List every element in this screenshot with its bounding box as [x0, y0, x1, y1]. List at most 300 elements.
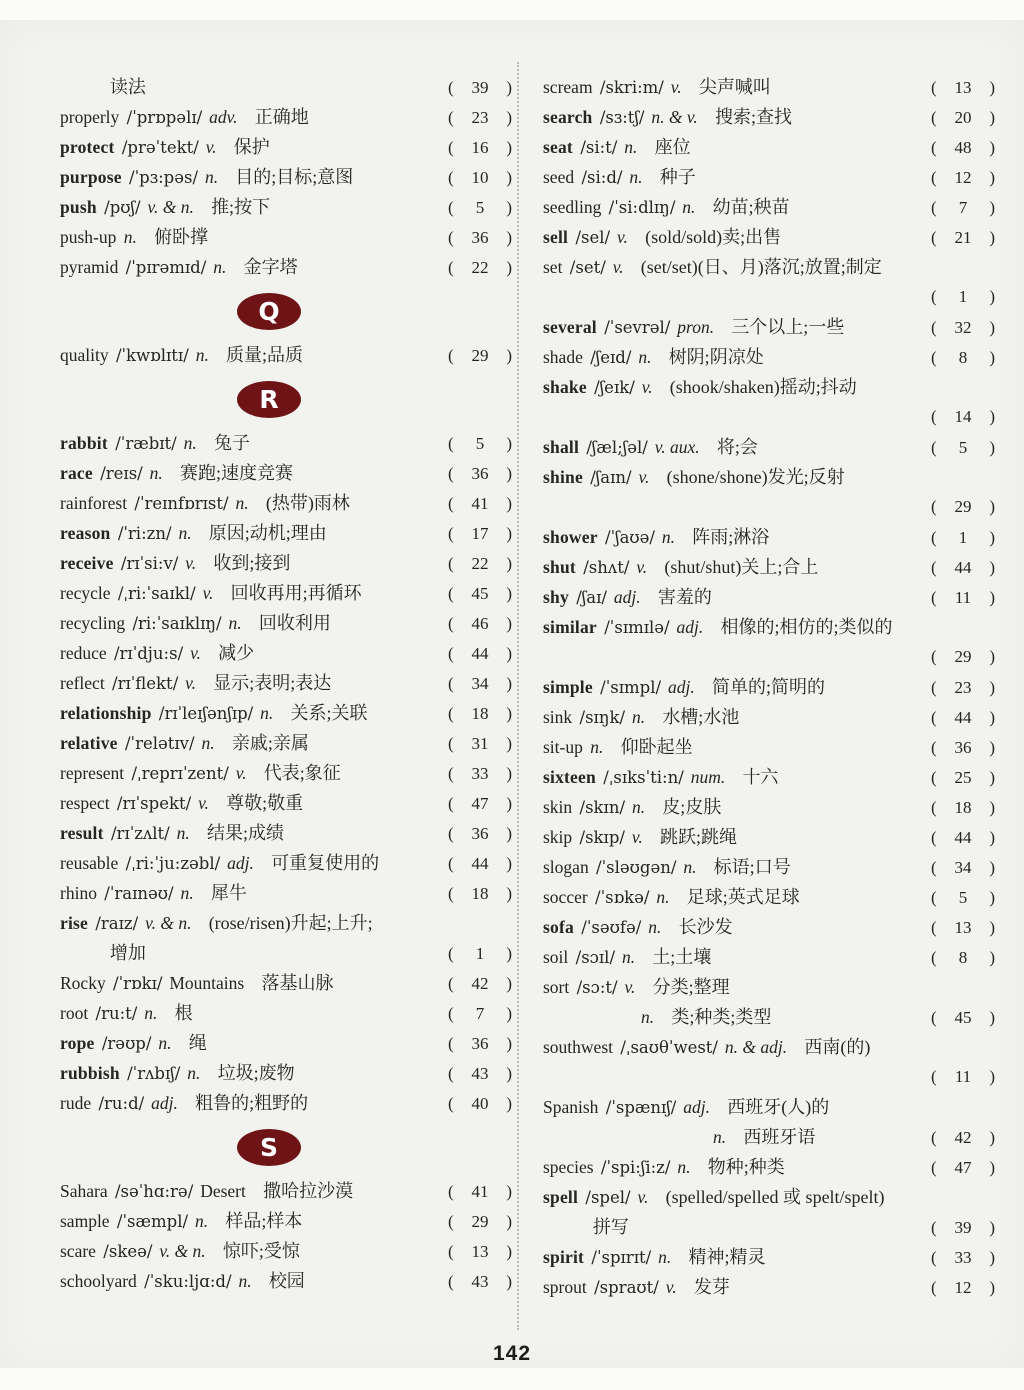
entry-pos: n.	[631, 707, 646, 727]
entry-content	[543, 372, 995, 403]
page-ref	[931, 913, 995, 943]
entry-definition: 亲戚;亲属	[231, 733, 309, 753]
entry-line	[543, 1152, 995, 1182]
entry-definition: 物种;种类	[707, 1157, 785, 1177]
entry-line	[543, 162, 995, 192]
entry-definition: 校园	[268, 1271, 305, 1291]
entry-content	[60, 578, 442, 609]
page-ref	[931, 103, 995, 133]
page-ref	[448, 253, 512, 283]
entry-word: rubbish	[60, 1063, 120, 1083]
entry-line	[60, 818, 512, 848]
entry-pos: n.	[682, 197, 696, 217]
page-ref	[448, 489, 512, 519]
entry-definition: 跳跃;跳绳	[659, 827, 737, 847]
entry-line	[60, 162, 512, 192]
entry-pos: adj.	[151, 1093, 178, 1113]
entry-phonetic: /ˈʃaʊə/	[605, 528, 655, 547]
entry-phonetic: /shʌt/	[583, 558, 630, 577]
entry-content	[543, 822, 925, 853]
page-ref-number: ( 18	[471, 704, 489, 723]
section-badge-row	[60, 1118, 512, 1176]
entry-word: Spanish	[543, 1097, 599, 1117]
page-ref	[931, 673, 995, 703]
entry-pos: n.	[195, 345, 209, 365]
page-ref	[448, 103, 512, 133]
page-ref-number: ( 21	[954, 228, 972, 247]
entry-line	[60, 1266, 512, 1296]
page-ref	[931, 553, 995, 583]
entry-pos: v. & n.	[147, 197, 194, 217]
entry-word: recycling	[60, 613, 126, 633]
page-ref-number: ( 22	[471, 554, 489, 573]
page-ref-number: ( 42	[954, 1128, 972, 1147]
entry-content	[60, 788, 442, 819]
entry-phonetic: /ˈsəʊfə/	[581, 918, 642, 937]
page-ref	[931, 282, 995, 312]
entry-content	[543, 162, 925, 193]
entry-pos: v.	[638, 467, 650, 487]
entry-phonetic: /ru:d/	[98, 1094, 145, 1113]
page-ref	[931, 523, 995, 553]
entry-content	[60, 998, 442, 1029]
entry-line	[60, 192, 512, 222]
entry-phonetic: /ˈrʌbɪʃ/	[127, 1064, 181, 1083]
entry-pos: v.	[670, 77, 682, 97]
entry-definition: 关系;关联	[290, 703, 368, 723]
entry-definition: 回收再用;再循环	[230, 583, 362, 603]
page-ref-number: ( 29	[471, 346, 489, 365]
entry-content	[60, 458, 442, 489]
entry-line	[543, 972, 995, 1002]
page-ref-number: ( 5	[475, 198, 485, 217]
entry-word: shower	[543, 527, 598, 547]
entry-pos: n.	[631, 797, 646, 817]
entry-content	[60, 548, 442, 579]
entry-definition: 长沙发	[678, 917, 733, 937]
page-ref	[448, 341, 512, 371]
page-ref	[931, 163, 995, 193]
entry-pos: n.	[638, 347, 652, 367]
page-ref-number: ( 29	[954, 647, 972, 666]
entry-pos: n.	[661, 527, 676, 547]
entry-phonetic: /sel/	[575, 228, 611, 247]
entry-pos: n.	[713, 1127, 727, 1147]
entry-word: soccer	[543, 887, 588, 907]
entry-content	[543, 1002, 925, 1032]
entry-word: quality	[60, 345, 109, 365]
entry-line	[543, 222, 995, 252]
entry-definition: 垃圾;废物	[217, 1063, 295, 1083]
entry-pos: v.	[641, 377, 653, 397]
entry-word: rhino	[60, 883, 97, 903]
entry-content	[60, 698, 442, 729]
entry-phonetic: /ˈspɪrɪt/	[591, 1248, 652, 1267]
entry-pos: n.	[158, 1033, 172, 1053]
entry-word: shine	[543, 467, 583, 487]
entry-phonetic: /set/	[569, 258, 606, 277]
page-ref-number: ( 22	[471, 258, 489, 277]
entry-word: shade	[543, 347, 583, 367]
page-ref-number: ( 5	[475, 434, 485, 453]
page-ref	[448, 429, 512, 459]
page-ref-number: ( 23	[471, 108, 489, 127]
entry-phonetic: /ˌri:ˈju:zəbl/	[125, 854, 221, 873]
column-divider	[517, 62, 519, 1330]
entry-line	[543, 882, 995, 912]
page-ref	[931, 223, 995, 253]
entry-line	[60, 848, 512, 878]
entry-line	[543, 1242, 995, 1272]
entry-word: reason	[60, 523, 111, 543]
entry-content	[60, 102, 442, 133]
page-ref-number: ( 44	[954, 708, 972, 727]
entry-phonetic: /ˈkwɒlɪtɪ/	[115, 346, 189, 365]
entry-pos: adj.	[227, 853, 254, 873]
entry-definition: 收到;接到	[213, 553, 291, 573]
entry-line	[543, 492, 995, 522]
entry-phonetic: /si:d/	[581, 168, 623, 187]
entry-definition: 西班牙语	[743, 1127, 816, 1147]
page-ref-number: ( 44	[954, 828, 972, 847]
entry-definition: 分类;整理	[652, 977, 730, 997]
right-column	[543, 72, 995, 1302]
entry-word: schoolyard	[60, 1271, 137, 1291]
entry-content	[543, 972, 995, 1003]
entry-word: slogan	[543, 857, 589, 877]
entry-definition: 水槽;水池	[662, 707, 740, 727]
entry-pos: n.	[683, 857, 697, 877]
entry-word: relationship	[60, 703, 152, 723]
entry-content	[60, 848, 442, 879]
entry-content	[543, 342, 925, 373]
entry-definition: 三个以上;一些	[731, 317, 845, 337]
entry-definition: 相像的;相仿的;类似的	[720, 617, 893, 637]
entry-content	[543, 942, 925, 973]
entry-word: rainforest	[60, 493, 128, 513]
entry-phonetic: /ʃeɪk/	[594, 378, 635, 397]
entry-phonetic: /ˌri:ˈsaɪkl/	[117, 584, 196, 603]
page-ref	[448, 609, 512, 639]
page-ref	[448, 519, 512, 549]
page-ref-number: ( 12	[954, 168, 972, 187]
page-ref-number: ( 5	[958, 888, 968, 907]
entry-pos: n.	[178, 523, 192, 543]
entry-phonetic: /ˈraɪnəʊ/	[104, 884, 174, 903]
entry-phonetic: /raɪz/	[95, 914, 139, 933]
entry-line	[60, 878, 512, 908]
entry-pos: n.	[228, 613, 242, 633]
entry-line	[543, 672, 995, 702]
entry-phonetic: /ˌsɪksˈti:n/	[603, 768, 684, 787]
entry-phonetic: /ˈsevrəl/	[604, 318, 671, 337]
entry-phonetic: /skɪn/	[579, 798, 626, 817]
entry-word: spirit	[543, 1247, 585, 1267]
entry-definition: (spelled/spelled 或 spelt/spelt)	[665, 1187, 885, 1207]
page-ref	[931, 1243, 995, 1273]
page-ref	[448, 969, 512, 999]
page-ref-number: ( 36	[471, 464, 489, 483]
entry-word: receive	[60, 553, 114, 573]
entry-phonetic: /skeə/	[103, 1242, 153, 1261]
entry-phonetic: /rɪˈzʌlt/	[111, 824, 170, 843]
entry-pos: n.	[123, 227, 137, 247]
entry-line	[60, 102, 512, 132]
entry-phonetic: /ˈsləʊgən/	[596, 858, 677, 877]
entry-word: similar	[543, 617, 597, 637]
entry-line	[60, 758, 512, 788]
entry-word: rope	[60, 1033, 95, 1053]
entry-pos: v.	[617, 227, 628, 247]
entry-line	[543, 102, 995, 132]
entry-word: scare	[60, 1241, 96, 1261]
page-ref	[931, 1213, 995, 1243]
page-ref-number: ( 39	[954, 1218, 972, 1237]
entry-word: root	[60, 1003, 89, 1023]
entry-phonetic: /ʃaɪ/	[576, 588, 607, 607]
entry-phonetic: /prəˈtekt/	[121, 138, 199, 157]
entry-word: search	[543, 107, 593, 127]
entry-content	[543, 582, 925, 613]
entry-pos: n.	[656, 887, 670, 907]
entry-pos: v.	[612, 257, 624, 277]
entry-line	[543, 372, 995, 402]
entry-line	[543, 552, 995, 582]
entry-phonetic: /rɪˈdju:s/	[113, 644, 184, 663]
page-ref	[448, 73, 512, 103]
entry-line	[60, 340, 512, 370]
entry-content	[543, 132, 925, 163]
entry-definition: 惊吓;受惊	[222, 1241, 300, 1261]
page-ref	[448, 879, 512, 909]
entry-line	[60, 1028, 512, 1058]
entry-phonetic: /ʃæl;ʃəl/	[586, 438, 648, 457]
entry-line	[543, 72, 995, 102]
entry-line	[60, 638, 512, 668]
entry-content	[543, 1032, 995, 1063]
page-ref	[448, 223, 512, 253]
entry-definition: 树阴;阴凉处	[668, 347, 764, 367]
entry-pos: n.	[658, 1247, 672, 1267]
entry-definition: 犀牛	[210, 883, 247, 903]
entry-content	[543, 912, 925, 943]
entry-line	[543, 852, 995, 882]
entry-phonetic: /ˈsku:ljɑ:d/	[144, 1272, 232, 1291]
entry-pos: n.	[260, 703, 274, 723]
entry-definition: 将;会	[716, 437, 758, 457]
entry-pos: v.	[665, 1277, 677, 1297]
entry-word: skin	[543, 797, 573, 817]
entry-word: purpose	[60, 167, 122, 187]
entry-content	[60, 340, 442, 371]
entry-content	[60, 1236, 442, 1267]
entry-content	[60, 908, 512, 939]
entry-definition: 粗鲁的;粗野的	[195, 1093, 309, 1113]
page-ref-number: ( 34	[471, 674, 489, 693]
entry-definition: 仰卧起坐	[620, 737, 693, 757]
entry-definition: 精神;精灵	[688, 1247, 766, 1267]
page-ref-number: ( 18	[471, 884, 489, 903]
entry-phonetic: /ˈsɒkə/	[595, 888, 650, 907]
entry-definition: 回收利用	[258, 613, 331, 633]
entry-word: Rocky	[60, 973, 106, 993]
entry-phonetic: /ˈreɪnfɒrɪst/	[134, 494, 229, 513]
entry-definition: (热带)雨林	[265, 493, 350, 513]
entry-definition: 绳	[188, 1033, 207, 1053]
entry-word: species	[543, 1157, 594, 1177]
page-ref-number: ( 7	[958, 198, 968, 217]
entry-line	[60, 578, 512, 608]
entry-line	[543, 612, 995, 642]
entry-word: push-up	[60, 227, 117, 247]
entry-content	[543, 222, 925, 253]
entry-line	[60, 518, 512, 548]
page-ref-number: ( 46	[471, 614, 489, 633]
page-ref-number: ( 42	[471, 974, 489, 993]
entry-line	[543, 522, 995, 552]
entry-word: rude	[60, 1093, 92, 1113]
entry-phonetic: /rɪˈsi:v/	[120, 554, 179, 573]
entry-content	[60, 818, 442, 849]
page-ref	[448, 1059, 512, 1089]
entry-content	[543, 1212, 925, 1242]
page-ref-number: ( 44	[471, 854, 489, 873]
entry-word: protect	[60, 137, 115, 157]
entry-content	[60, 1028, 442, 1059]
entry-content	[60, 758, 442, 789]
entry-phonetic: /ʃaɪn/	[590, 468, 632, 487]
entry-definition: 搜索;查找	[714, 107, 792, 127]
entry-word: seat	[543, 137, 573, 157]
entry-word: spell	[543, 1187, 579, 1207]
page-ref-number: ( 5	[958, 438, 968, 457]
page-ref-number: ( 33	[954, 1248, 972, 1267]
entry-word: soil	[543, 947, 569, 967]
entry-pos: adj.	[676, 617, 704, 637]
entry-line	[60, 428, 512, 458]
page-ref-number: ( 1	[958, 528, 968, 547]
entry-word: several	[543, 317, 597, 337]
entry-pos: n.	[677, 1157, 691, 1177]
entry-word: represent	[60, 763, 125, 783]
entry-content	[60, 162, 442, 193]
entry-pos: n.	[641, 1007, 655, 1027]
page-ref-number: ( 44	[471, 644, 489, 663]
entry-content	[60, 488, 442, 519]
entry-word: shut	[543, 557, 576, 577]
entry-definition: 显示;表明;表达	[213, 673, 332, 693]
entry-pos: v.	[637, 1187, 649, 1207]
page-ref	[931, 1062, 995, 1092]
entry-pos: v. & n.	[159, 1241, 206, 1261]
entry-word: push	[60, 197, 97, 217]
entry-definition: 原因;动机;理由	[208, 523, 327, 543]
entry-definition: 赛跑;速度竞赛	[180, 463, 294, 483]
page-ref	[448, 459, 512, 489]
entry-line	[60, 1236, 512, 1266]
entry-word: respect	[60, 793, 110, 813]
entry-definition: 发芽	[693, 1277, 730, 1297]
page-ref	[448, 1089, 512, 1119]
page-ref	[448, 819, 512, 849]
page-ref	[448, 549, 512, 579]
page-ref-number: ( 25	[954, 768, 972, 787]
page-ref	[448, 939, 512, 969]
entry-definition: 座位	[654, 137, 691, 157]
entry-content	[60, 1088, 442, 1119]
page-number: 142	[492, 1342, 532, 1365]
entry-definition: 尊敬;敬重	[226, 793, 304, 813]
entry-line	[543, 132, 995, 162]
entry-line	[543, 702, 995, 732]
entry-content	[543, 1272, 925, 1303]
entry-content	[60, 72, 442, 102]
entry-content	[543, 102, 925, 133]
entry-content	[543, 852, 925, 883]
entry-phonetic: /ˈrɒkɪ/	[113, 974, 163, 993]
page-ref-number: ( 23	[954, 678, 972, 697]
entry-pos: v.	[631, 827, 643, 847]
entry-content	[60, 728, 442, 759]
entry-phonetic: /ˈspi:ʃi:z/	[600, 1158, 671, 1177]
entry-line	[60, 1206, 512, 1236]
entry-word: sixteen	[543, 767, 596, 787]
entry-line	[60, 938, 512, 968]
entry-pos: n. & v.	[651, 107, 698, 127]
entry-word: race	[60, 463, 93, 483]
entry-phonetic: /spraʊt/	[594, 1278, 659, 1297]
entry-definition: 拼写	[592, 1217, 629, 1237]
entry-definition: 增加	[109, 943, 146, 963]
page-ref-number: ( 33	[471, 764, 489, 783]
entry-content	[60, 518, 442, 549]
page-ref-number: ( 32	[954, 318, 972, 337]
entry-phonetic: /ˈri:zn/	[117, 524, 172, 543]
entry-pos: n.	[621, 947, 636, 967]
entry-definition: (set/set)(日、月)落沉;放置;制定	[640, 257, 882, 277]
entry-definition: 俯卧撑	[154, 227, 209, 247]
entry-line	[60, 698, 512, 728]
entry-content	[60, 608, 442, 639]
entry-word: reusable	[60, 853, 119, 873]
page-ref-number: ( 47	[954, 1158, 972, 1177]
entry-phonetic: /ˈræbɪt/	[115, 434, 177, 453]
entry-line	[543, 822, 995, 852]
entry-definition: 代表;象征	[263, 763, 341, 783]
entry-content	[543, 612, 995, 643]
entry-pos: n.	[213, 257, 227, 277]
entry-line	[543, 252, 995, 282]
entry-content	[60, 638, 442, 669]
entry-content	[543, 1182, 995, 1213]
entry-content	[60, 968, 442, 999]
entry-definition: 撒哈拉沙漠	[263, 1181, 354, 1201]
entry-content	[543, 672, 925, 703]
entry-definition: 可重复使用的	[271, 853, 380, 873]
page-ref	[931, 583, 995, 613]
entry-word: Sahara	[60, 1181, 108, 1201]
entry-phonetic: /sɪŋk/	[579, 708, 626, 727]
entry-line	[60, 252, 512, 282]
entry-line	[543, 642, 995, 672]
entry-line	[543, 1182, 995, 1212]
entry-pos: n.	[201, 733, 215, 753]
page-ref-number: ( 44	[954, 558, 972, 577]
entry-content	[60, 668, 442, 699]
entry-line	[543, 762, 995, 792]
page-ref	[931, 313, 995, 343]
left-column	[60, 72, 512, 1296]
